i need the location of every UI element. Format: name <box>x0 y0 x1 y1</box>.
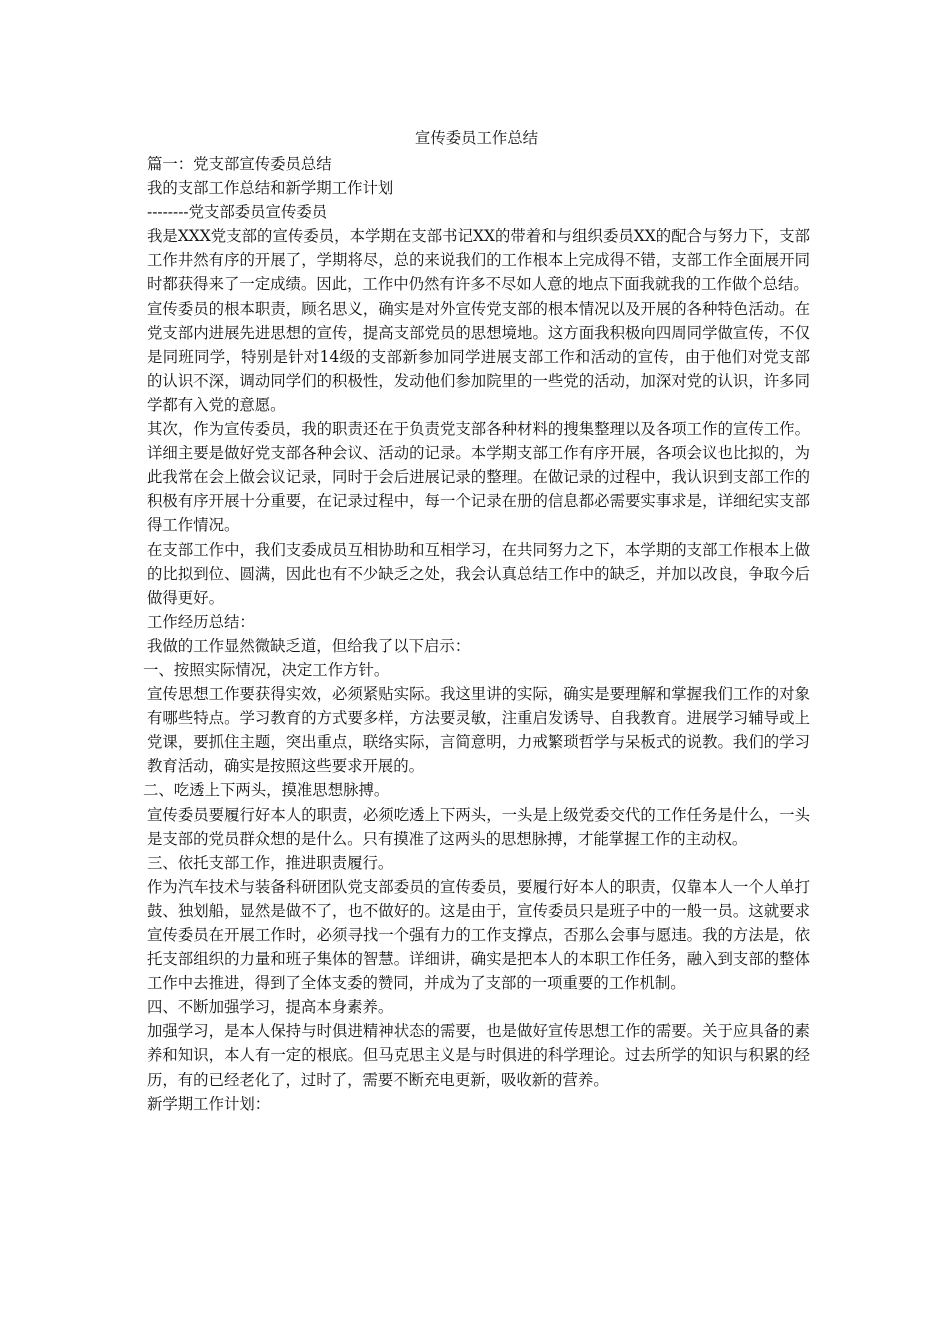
paragraph: 我是XXX党支部的宣传委员，本学期在支部书记XX的带着和与组织委员XX的配合与努力下，支部工作井然有序的开展了，学期将尽，总的来说我们的工作根本上完成得不错，支部工作全面展开同时都获得来了一定成绩。因此，工作中仍然有许多不尽如人意的地点下面我就我的工作做个总结。 <box>147 227 810 294</box>
document-line: 我的支部工作总结和新学期工作计划 <box>147 179 394 198</box>
paragraph: 宣传委员的根本职责，顾名思义，确实是对外宣传党支部的根本情况以及开展的各种特色活动。在党支部内进展先进思想的宣传，提高支部党员的思想境地。这方面我积极向四周同学做宣传，不仅是同班同学，特别是针对14级的支部新参加同学进展支部工作和活动的宣传，由于他们对党支部的认识不深，调动同学们的积极性，发动他们参加院里的一些党的活动，加深对党的认识，许多同学都有入党的意愿。 <box>147 299 810 414</box>
document-body <box>143 152 810 1116</box>
document-title: 宣传委员工作总结 <box>414 129 539 147</box>
paragraph: 三、依托支部工作，推进职责履行。 <box>147 853 394 872</box>
paragraph: 加强学习，是本人保持与时俱进精神状态的需要，也是做好宣传思想工作的需要。关于应具备的素养和知识，本人有一定的根底。但马克思主义是与时俱进的科学理论。过去所学的知识与积累的经历，有的已经老化了，过时了，需要不断充电更新，吸收新的营养。 <box>147 1022 810 1089</box>
paragraph: 在支部工作中，我们支委成员互相协助和互相学习，在共同努力之下，本学期的支部工作根本上做的比拟到位、圆满，因此也有不少缺乏之处，我会认真总结工作中的缺乏，并加以改良，争取今后做得更好。 <box>147 540 810 607</box>
paragraph: 我做的工作显然微缺乏道，但给我了以下启示： <box>147 636 471 655</box>
paragraph: 宣传思想工作要获得实效，必须紧贴实际。我这里讲的实际，确实是要理解和掌握我们工作的对象有哪些特点。学习教育的方式要多样，方法要灵敏，注重启发诱导、自我教育。进展学习辅导或上党课，要抓住主题，突出重点，联络实际，言简意明，力戒繁琐哲学与呆板式的说教。我们的学习教育活动，确实是按照这些要求开展的。 <box>147 685 810 776</box>
section-heading: 二、吃透上下两头，摸准思想脉搏。 <box>143 781 390 800</box>
paragraph: 新学期工作计划： <box>147 1094 271 1113</box>
section-heading: 一、按照实际情况，决定工作方针。 <box>143 660 390 679</box>
document-page <box>143 126 810 1116</box>
paragraph: 作为汽车技术与装备科研团队党支部委员的宣传委员，要履行好本人的职责，仅靠本人一个人单打鼓、独划船，显然是做不了，也不做好的。这是由于，宣传委员只是班子中的一般一员。这就要求宣传委员在开展工作时，必须寻找一个强有力的工作支撑点，否那么会事与愿违。我的方法是，依托支部组织的力量和班子集体的智慧。详细讲，确实是把本人的本职工作任务，融入到支部的整体工作中去推进，得到了全体支委的赞同，并成为了支部的一项重要的工作机制。 <box>147 877 810 993</box>
paragraph: 其次，作为宣传委员，我的职责还在于负责党支部各种材料的搜集整理以及各项工作的宣传工作。详细主要是做好党支部各种会议、活动的记录。本学期支部工作有序开展，各项会议也比拟的，为此我常在会上做会议记录，同时于会后进展记录的整理。在做记录的过程中，我认识到支部工作的积极有序开展十分重要，在记录过程中，每一个记录在册的信息都必需要实事求是，详细纪实支部得工作情况。 <box>147 420 810 535</box>
paragraph: 工作经历总结： <box>147 612 255 631</box>
document-line: 篇一：党支部宣传委员总结 <box>147 155 332 173</box>
paragraph: 宣传委员要履行好本人的职责，必须吃透上下两头，一头是上级党委交代的工作任务是什么，一头是支部的党员群众想的是什么。只有摸准了这两头的思想脉搏，才能掌握工作的主动权。 <box>147 805 810 848</box>
document-line: --------党支部委员宣传委员 <box>147 203 328 222</box>
paragraph: 四、不断加强学习，提高本身素养。 <box>147 998 394 1017</box>
